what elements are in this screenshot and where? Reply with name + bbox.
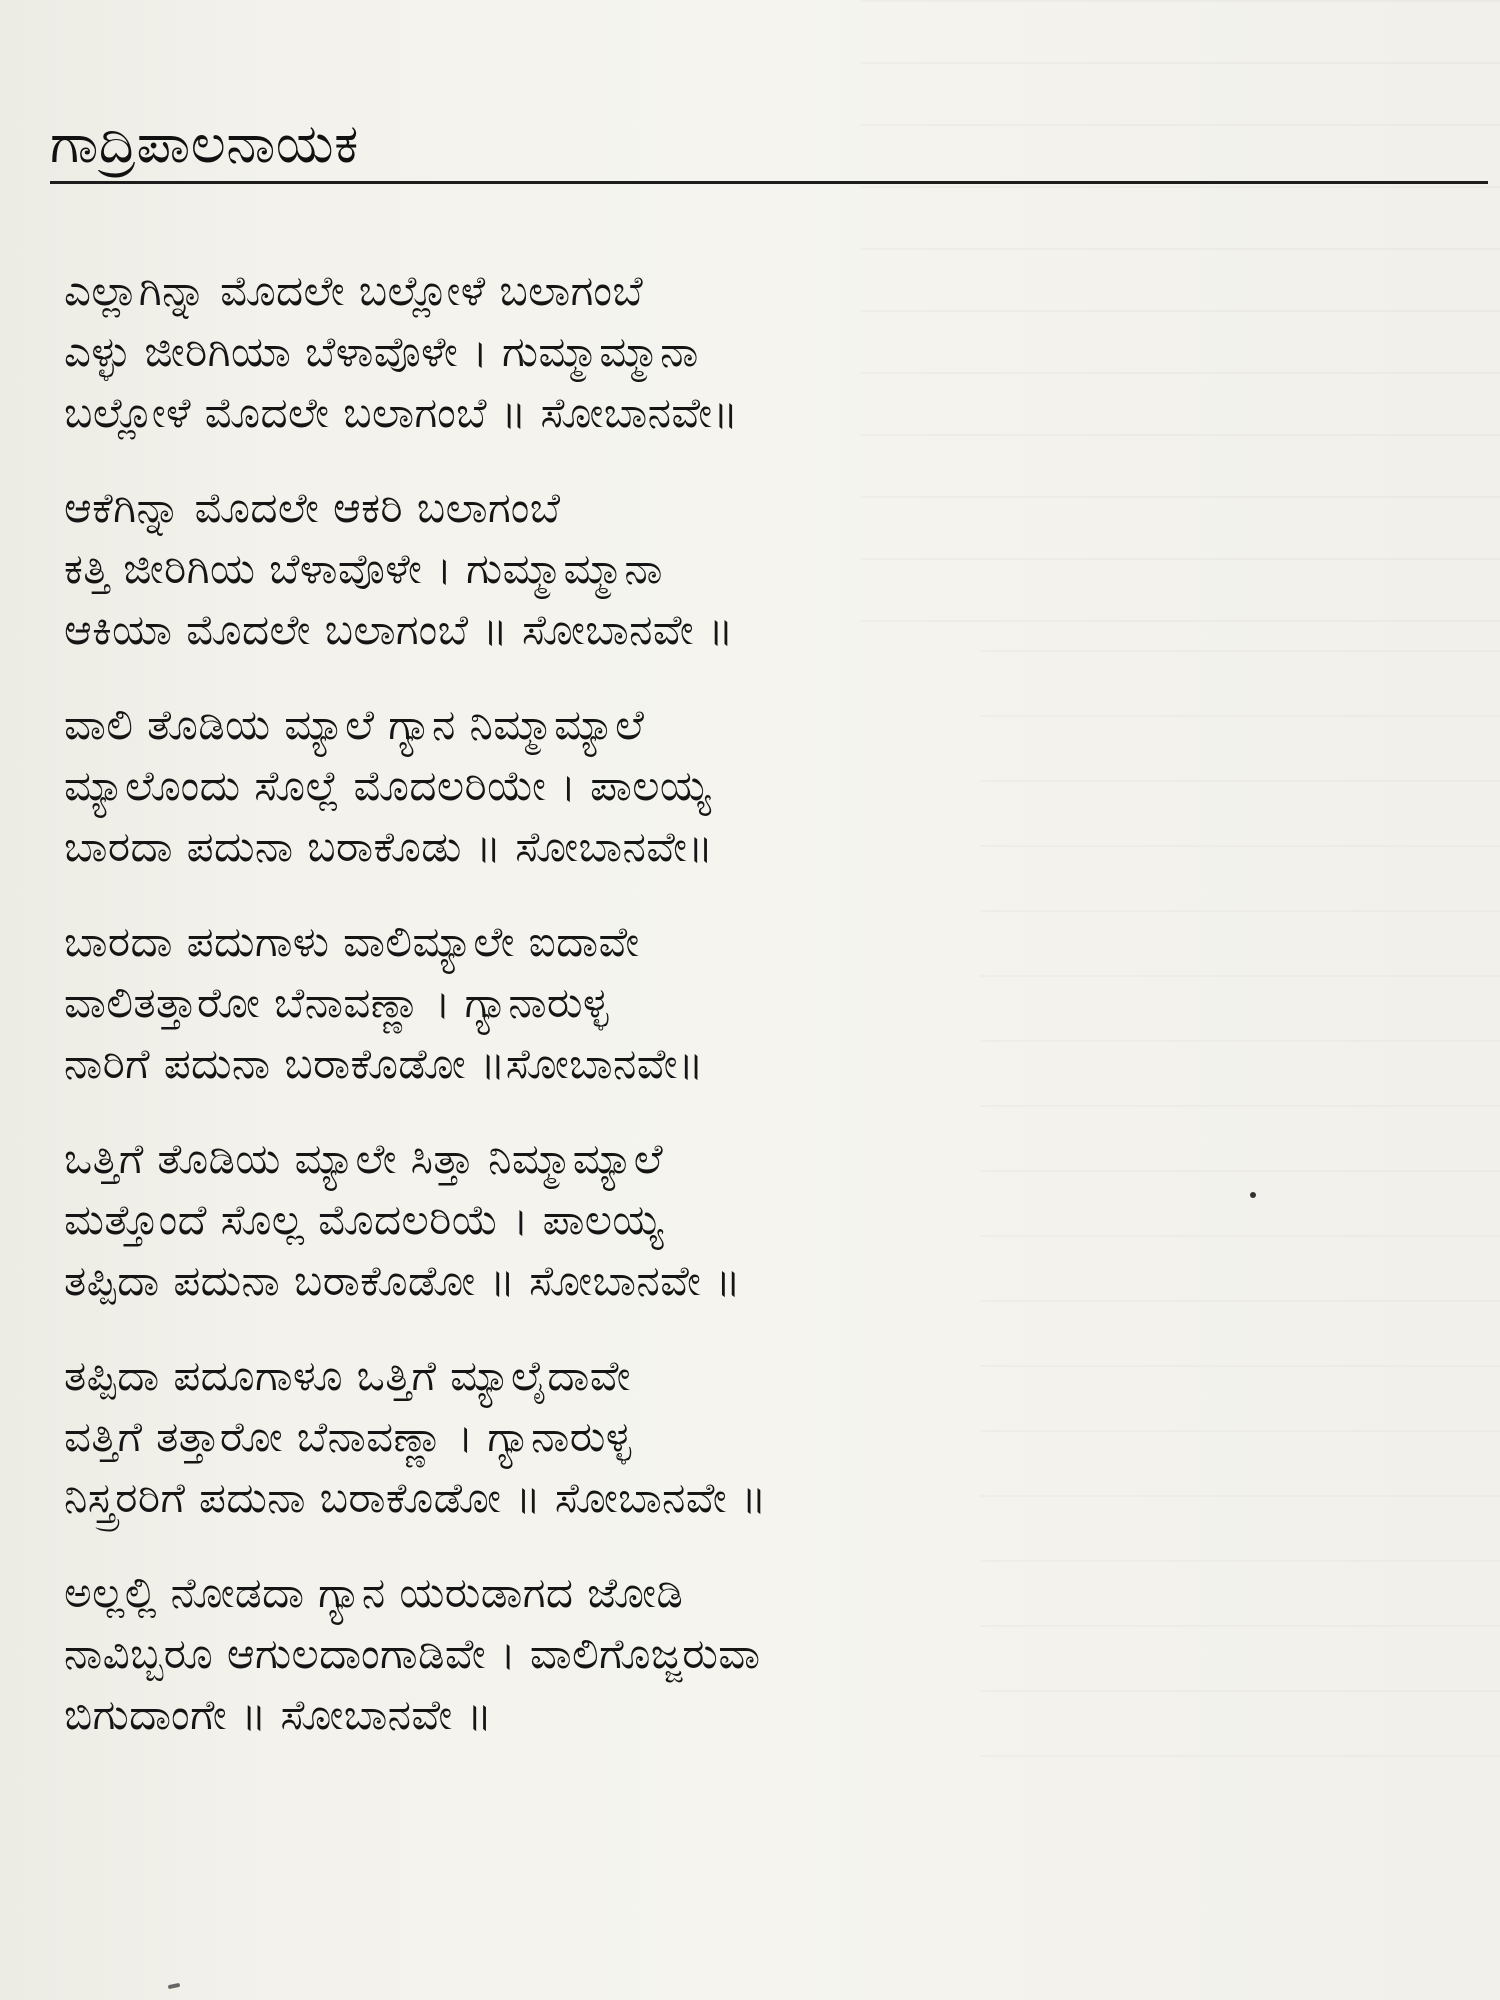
stanza-2 <box>64 477 1024 660</box>
poem-body <box>64 260 1024 1779</box>
stanza-3 <box>64 694 1024 877</box>
poem-line: ಮತ್ತೊಂದೆ ಸೊಲ್ಲ ಮೊದಲರಿಯೆ । ಪಾಲಯ್ಯ <box>64 1195 664 1244</box>
paper-speck <box>1250 1192 1256 1198</box>
poem-line: ಆಕಿಯಾ ಮೊದಲೇ ಬಲಾಗಂಬೆ ॥ ಸೋಬಾನವೇ ॥ <box>64 605 734 654</box>
poem-line: ತಪ್ಪಿದಾ ಪದೂಗಾಳೂ ಒತ್ತಿಗೆ ಮ್ಯಾಲೈದಾವೇ <box>64 1351 631 1400</box>
poem-line: ಬಿಗುದಾಂಗೇ ॥ ಸೋಬಾನವೇ ॥ <box>64 1690 493 1739</box>
poem-line: ವಾಲಿ ತೊಡಿಯ ಮ್ಯಾಲೆ ಗ್ಯಾನ ನಿಮ್ಮಾಮ್ಯಾಲೆ <box>64 700 645 749</box>
poem-line: ಮ್ಯಾಲೊಂದು ಸೊಲ್ಲೆ ಮೊದಲರಿಯೇ । ಪಾಲಯ್ಯ <box>64 761 712 810</box>
poem-line: ಕತ್ತಿ ಜೀರಿಗಿಯ ಬೆಳಾವೊಳೇ । ಗುಮ್ಮಾಮ್ಮಾನಾ <box>64 544 663 593</box>
page-title: ಗಾದ್ರಿಪಾಲನಾಯಕ <box>50 112 359 175</box>
poem-line: ಬಲ್ಲೋಳೆ ಮೊದಲೇ ಬಲಾಗಂಬೆ ॥ ಸೋಬಾನವೇ॥ <box>64 388 739 437</box>
stanza-1 <box>64 260 1024 443</box>
poem-line: ಆಕೆಗಿನ್ನಾ ಮೊದಲೇ ಆಕರಿ ಬಲಾಗಂಬೆ <box>64 483 561 532</box>
page-header <box>50 112 1488 186</box>
poem-line: ವಾಲಿತತ್ತಾರೋ ಬೆನಾವಣ್ಣಾ । ಗ್ಯಾನಾರುಳ್ಳ <box>64 978 609 1027</box>
paper-mark <box>168 1983 181 1989</box>
poem-line: ಎಳ್ಳು ಜೀರಿಗಿಯಾ ಬೆಳಾವೊಳೇ । ಗುಮ್ಮಾಮ್ಮಾನಾ <box>64 327 699 376</box>
poem-line: ತಪ್ಪಿದಾ ಪದುನಾ ಬರಾಕೊಡೋ ॥ ಸೋಬಾನವೇ ॥ <box>64 1256 742 1305</box>
stanza-6 <box>64 1345 1024 1528</box>
show-through-text-bottom <box>980 650 1500 1800</box>
poem-line: ನಿಸ್ತ್ರರರಿಗೆ ಪದುನಾ ಬರಾಕೊಡೋ ॥ ಸೋಬಾನವೇ ॥ <box>64 1473 767 1522</box>
poem-line: ನಾವಿಬ್ಬರೂ ಆಗುಲದಾಂಗಾಡಿವೇ । ವಾಲಿಗೊಜ್ಜರುವಾ <box>64 1629 761 1678</box>
stanza-4 <box>64 911 1024 1094</box>
poem-line: ನಾರಿಗೆ ಪದುನಾ ಬರಾಕೊಡೋ ॥ಸೋಬಾನವೇ॥ <box>64 1039 704 1088</box>
poem-line: ವತ್ತಿಗೆ ತತ್ತಾರೋ ಬೆನಾವಣ್ಣಾ । ಗ್ಯಾನಾರುಳ್ಳ <box>64 1412 632 1461</box>
title-rule <box>50 181 1488 184</box>
stanza-7 <box>64 1562 1024 1745</box>
poem-line: ಎಲ್ಲಾಗಿನ್ನಾ ಮೊದಲೇ ಬಲ್ಲೋಳೆ ಬಲಾಗಂಬೆ <box>64 266 644 315</box>
poem-line: ಬಾರದಾ ಪದುಗಾಳು ವಾಲಿಮ್ಯಾಲೇ ಐದಾವೇ <box>64 917 640 966</box>
poem-line: ಒತ್ತಿಗೆ ತೊಡಿಯ ಮ್ಯಾಲೇ ಸಿತ್ತಾ ನಿಮ್ಮಾಮ್ಯಾಲೆ <box>64 1134 664 1183</box>
poem-line: ಬಾರದಾ ಪದುನಾ ಬರಾಕೊಡು ॥ ಸೋಬಾನವೇ॥ <box>64 822 714 871</box>
stanza-5 <box>64 1128 1024 1311</box>
poem-line: ಅಲ್ಲಲ್ಲಿ ನೋಡದಾ ಗ್ಯಾನ ಯರುಡಾಗದ ಜೋಡಿ <box>64 1568 684 1617</box>
